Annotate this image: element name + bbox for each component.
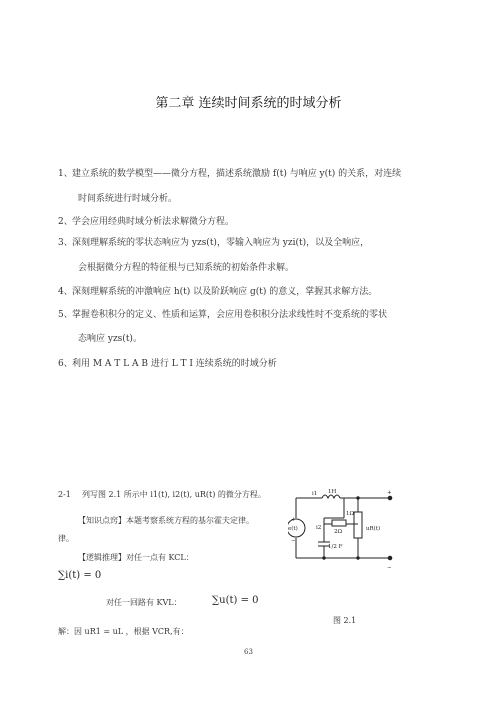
objective-2-number: 2、 [58,217,73,227]
objective-5-line2: 态响应 yzs(t)。 [78,334,142,344]
circuit-diagram [288,484,400,580]
label-i1: i1 [312,491,318,497]
resistor-2-ohm [332,520,346,526]
problem-solution: 解：因 uR1 = uL ，根据 VCR,有： [58,627,189,636]
problem-number: 2-1 [58,490,71,499]
label-1ohm: 1Ω [346,511,355,517]
page-number: 63 [244,648,253,656]
figure-caption: 图 2.1 [333,616,357,625]
resistor-1-ohm [354,512,362,538]
label-inductor: 1H [328,489,337,495]
svg-text:+: + [291,517,296,523]
objective-3-number: 3、 [58,238,73,248]
problem-knowledge: 【知识点窍】本题考察系统方程的基尔霍夫定律。 [78,516,254,525]
kcl-equation: ∑i(t) = 0 [58,570,102,581]
svg-text:+: + [387,490,392,496]
objective-1-line2: 时间系统进行时域分析。 [78,194,178,204]
problem-statement: 列写图 2.1 所示中 i1(t), i2(t), uR(t) 的微分方程。 [82,490,266,499]
objective-3-line2: 会根据微分方程的特征根与已知系统的初始条件求解。 [78,263,295,273]
label-capacitor: 1/2 F [328,544,343,550]
objective-6-number: 6、 [58,359,73,369]
problem-knowledge-cont: 律。 [58,534,74,543]
kvl-text: 对任一回路有 KVL： [106,598,182,607]
kvl-equation: ∑u(t) = 0 [212,595,259,606]
objective-5-line1: 掌握卷积积分的定义、性质和运算，会应用卷积积分法求线性时不变系统的零状 [72,310,388,320]
problem-reasoning: 【逻辑推理】对任一点有 KCL： [78,553,194,562]
objective-5-number: 5、 [58,310,73,320]
objective-1-number: 1、 [58,169,73,179]
objective-1-line1: 建立系统的数学模型——微分方程，描述系统激励 f(t) 与响应 y(t) 的关系，对连续 [72,169,402,179]
objective-6-line1: 利用 M A T L A B 进行 L T I 连续系统的时域分析 [72,359,277,369]
label-2ohm: 2Ω [334,529,343,535]
inductor [322,495,340,498]
label-source: e(t) [288,526,298,532]
objective-4-number: 4、 [58,287,73,297]
chapter-title: 第二章 连续时间系统的时域分析 [155,96,342,111]
svg-text:−: − [387,565,392,571]
label-output: uR(t) [366,526,381,532]
objective-3-line1: 深刻理解系统的零状态响应为 yzs(t)，零输入响应为 yzi(t)，以及全响应， [72,238,370,248]
objective-4-line1: 深刻理解系统的冲激响应 h(t) 以及阶跃响应 g(t) 的意义，掌握其求解方法。 [72,287,378,297]
label-i2: i2 [316,525,322,531]
svg-text:−: − [291,538,296,544]
objective-2-line1: 学会应用经典时域分析法求解微分方程。 [72,217,235,227]
